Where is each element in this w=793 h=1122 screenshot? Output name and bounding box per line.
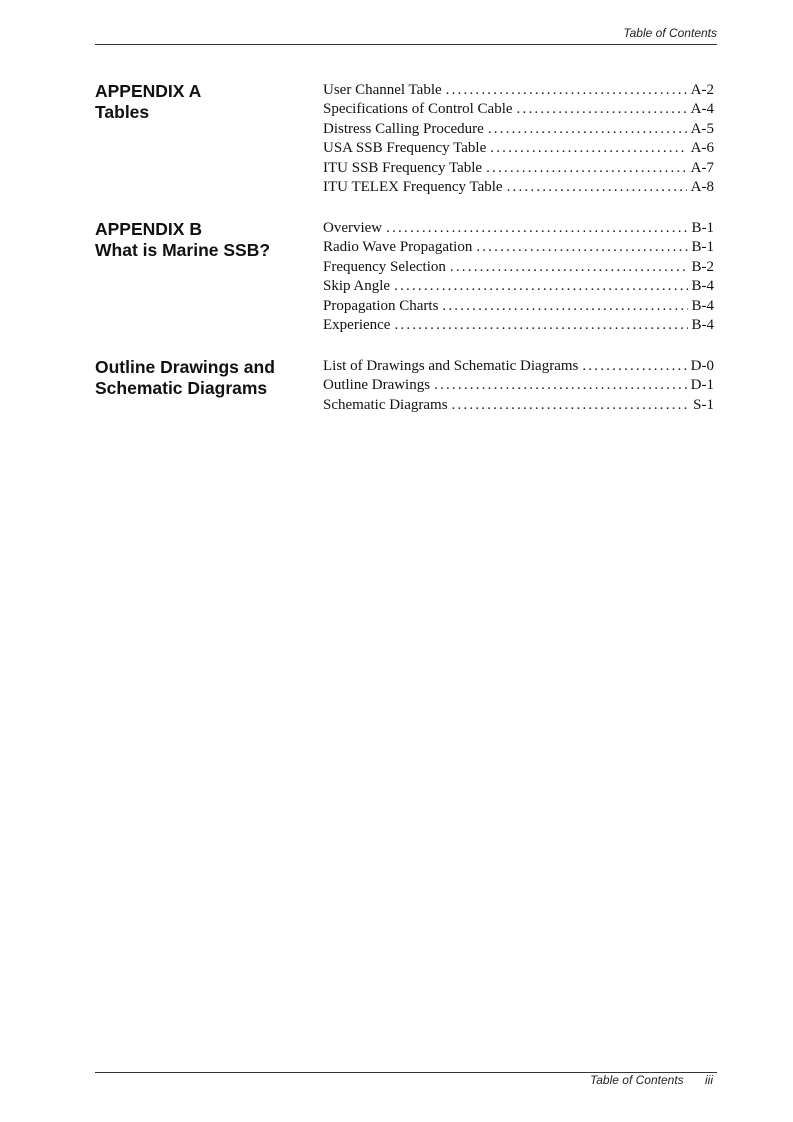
- dot-leader: [488, 120, 687, 139]
- page-footer: [95, 1073, 717, 1087]
- dot-leader: [450, 258, 688, 277]
- toc-entry-page: S-1: [693, 396, 714, 413]
- toc-entry-page: A-2: [690, 82, 714, 98]
- toc-entry-label: Overview: [323, 220, 383, 236]
- header-rule: [95, 44, 717, 45]
- toc-entry[interactable]: [323, 100, 714, 119]
- toc-entry-list: [323, 219, 714, 335]
- toc-entry-page: B-1: [691, 220, 714, 236]
- toc-entry-list: [323, 81, 714, 197]
- toc-entry-label: Frequency Selection: [323, 258, 446, 275]
- toc-entry[interactable]: [323, 297, 714, 316]
- toc-entry-page: D-1: [690, 377, 714, 394]
- section-title-line: APPENDIX A: [95, 81, 202, 101]
- toc-entry-label: ITU SSB Frequency Table: [323, 159, 483, 176]
- page-number: iii: [705, 1073, 713, 1087]
- section-title-line: Schematic Diagrams: [95, 378, 268, 398]
- toc-entry-page: B-4: [691, 278, 714, 295]
- toc-entry-label: Specifications of Control Cable: [323, 101, 513, 118]
- toc-entry-label: Radio Wave Propagation: [323, 239, 473, 256]
- toc-entry[interactable]: [323, 258, 714, 277]
- section-title-line: Outline Drawings and: [95, 357, 275, 377]
- toc-entry-page: B-1: [691, 239, 714, 256]
- toc-entry[interactable]: [323, 159, 714, 178]
- toc-entry[interactable]: [323, 120, 714, 139]
- dot-leader: [452, 396, 690, 415]
- toc-entry-page: A-4: [690, 101, 714, 118]
- section-title: [95, 219, 310, 261]
- toc-entry-label: Outline Drawings: [323, 377, 431, 394]
- dot-leader: [476, 238, 687, 257]
- toc-entry-label: Schematic Diagrams: [323, 396, 448, 413]
- section-title: [95, 357, 310, 399]
- toc-entry[interactable]: [323, 178, 714, 197]
- dot-leader: [582, 357, 686, 376]
- page-header: Table of Contents: [623, 26, 717, 40]
- toc-entry[interactable]: [323, 219, 714, 238]
- toc-entry-page: B-2: [691, 258, 714, 275]
- section-title-line: What is Marine SSB?: [95, 240, 271, 260]
- dot-leader: [394, 277, 687, 296]
- toc-entry-label: Experience: [323, 316, 391, 333]
- toc-entry[interactable]: [323, 396, 714, 415]
- toc-entry-label: List of Drawings and Schematic Diagrams: [323, 358, 579, 374]
- toc-entry[interactable]: [323, 238, 714, 257]
- toc-entry-label: Distress Calling Procedure: [323, 120, 484, 137]
- toc-entry-list: [323, 357, 714, 415]
- dot-leader: [446, 81, 687, 100]
- toc-entry[interactable]: [323, 139, 714, 158]
- section-title: [95, 81, 310, 123]
- section-title-line: Tables: [95, 102, 150, 122]
- toc-entry-page: B-4: [691, 297, 714, 314]
- toc-entry-page: B-4: [691, 316, 714, 333]
- dot-leader: [394, 316, 687, 335]
- dot-leader: [490, 139, 686, 158]
- toc-entry[interactable]: [323, 277, 714, 296]
- toc-entry-page: A-5: [690, 120, 714, 137]
- toc-entry-page: A-7: [690, 159, 714, 176]
- footer-title: Table of Contents: [590, 1073, 684, 1087]
- toc-entry-label: ITU TELEX Frequency Table: [323, 178, 503, 195]
- toc-entry-label: Propagation Charts: [323, 297, 439, 314]
- toc-entry[interactable]: [323, 81, 714, 100]
- dot-leader: [442, 297, 687, 316]
- toc-entry[interactable]: [323, 357, 714, 376]
- toc-entry-label: USA SSB Frequency Table: [323, 140, 487, 157]
- toc-entry-page: A-8: [690, 178, 714, 195]
- dot-leader: [486, 159, 687, 178]
- toc-entry-page: A-6: [690, 140, 714, 157]
- dot-leader: [517, 100, 687, 119]
- toc-entry[interactable]: [323, 316, 714, 335]
- toc-entry[interactable]: [323, 376, 714, 395]
- dot-leader: [507, 178, 687, 197]
- section-title-line: APPENDIX B: [95, 219, 202, 239]
- toc-entry-label: User Channel Table: [323, 82, 442, 98]
- toc-entry-label: Skip Angle: [323, 278, 391, 295]
- dot-leader: [386, 219, 687, 238]
- dot-leader: [434, 376, 687, 395]
- toc-entry-page: D-0: [690, 358, 714, 374]
